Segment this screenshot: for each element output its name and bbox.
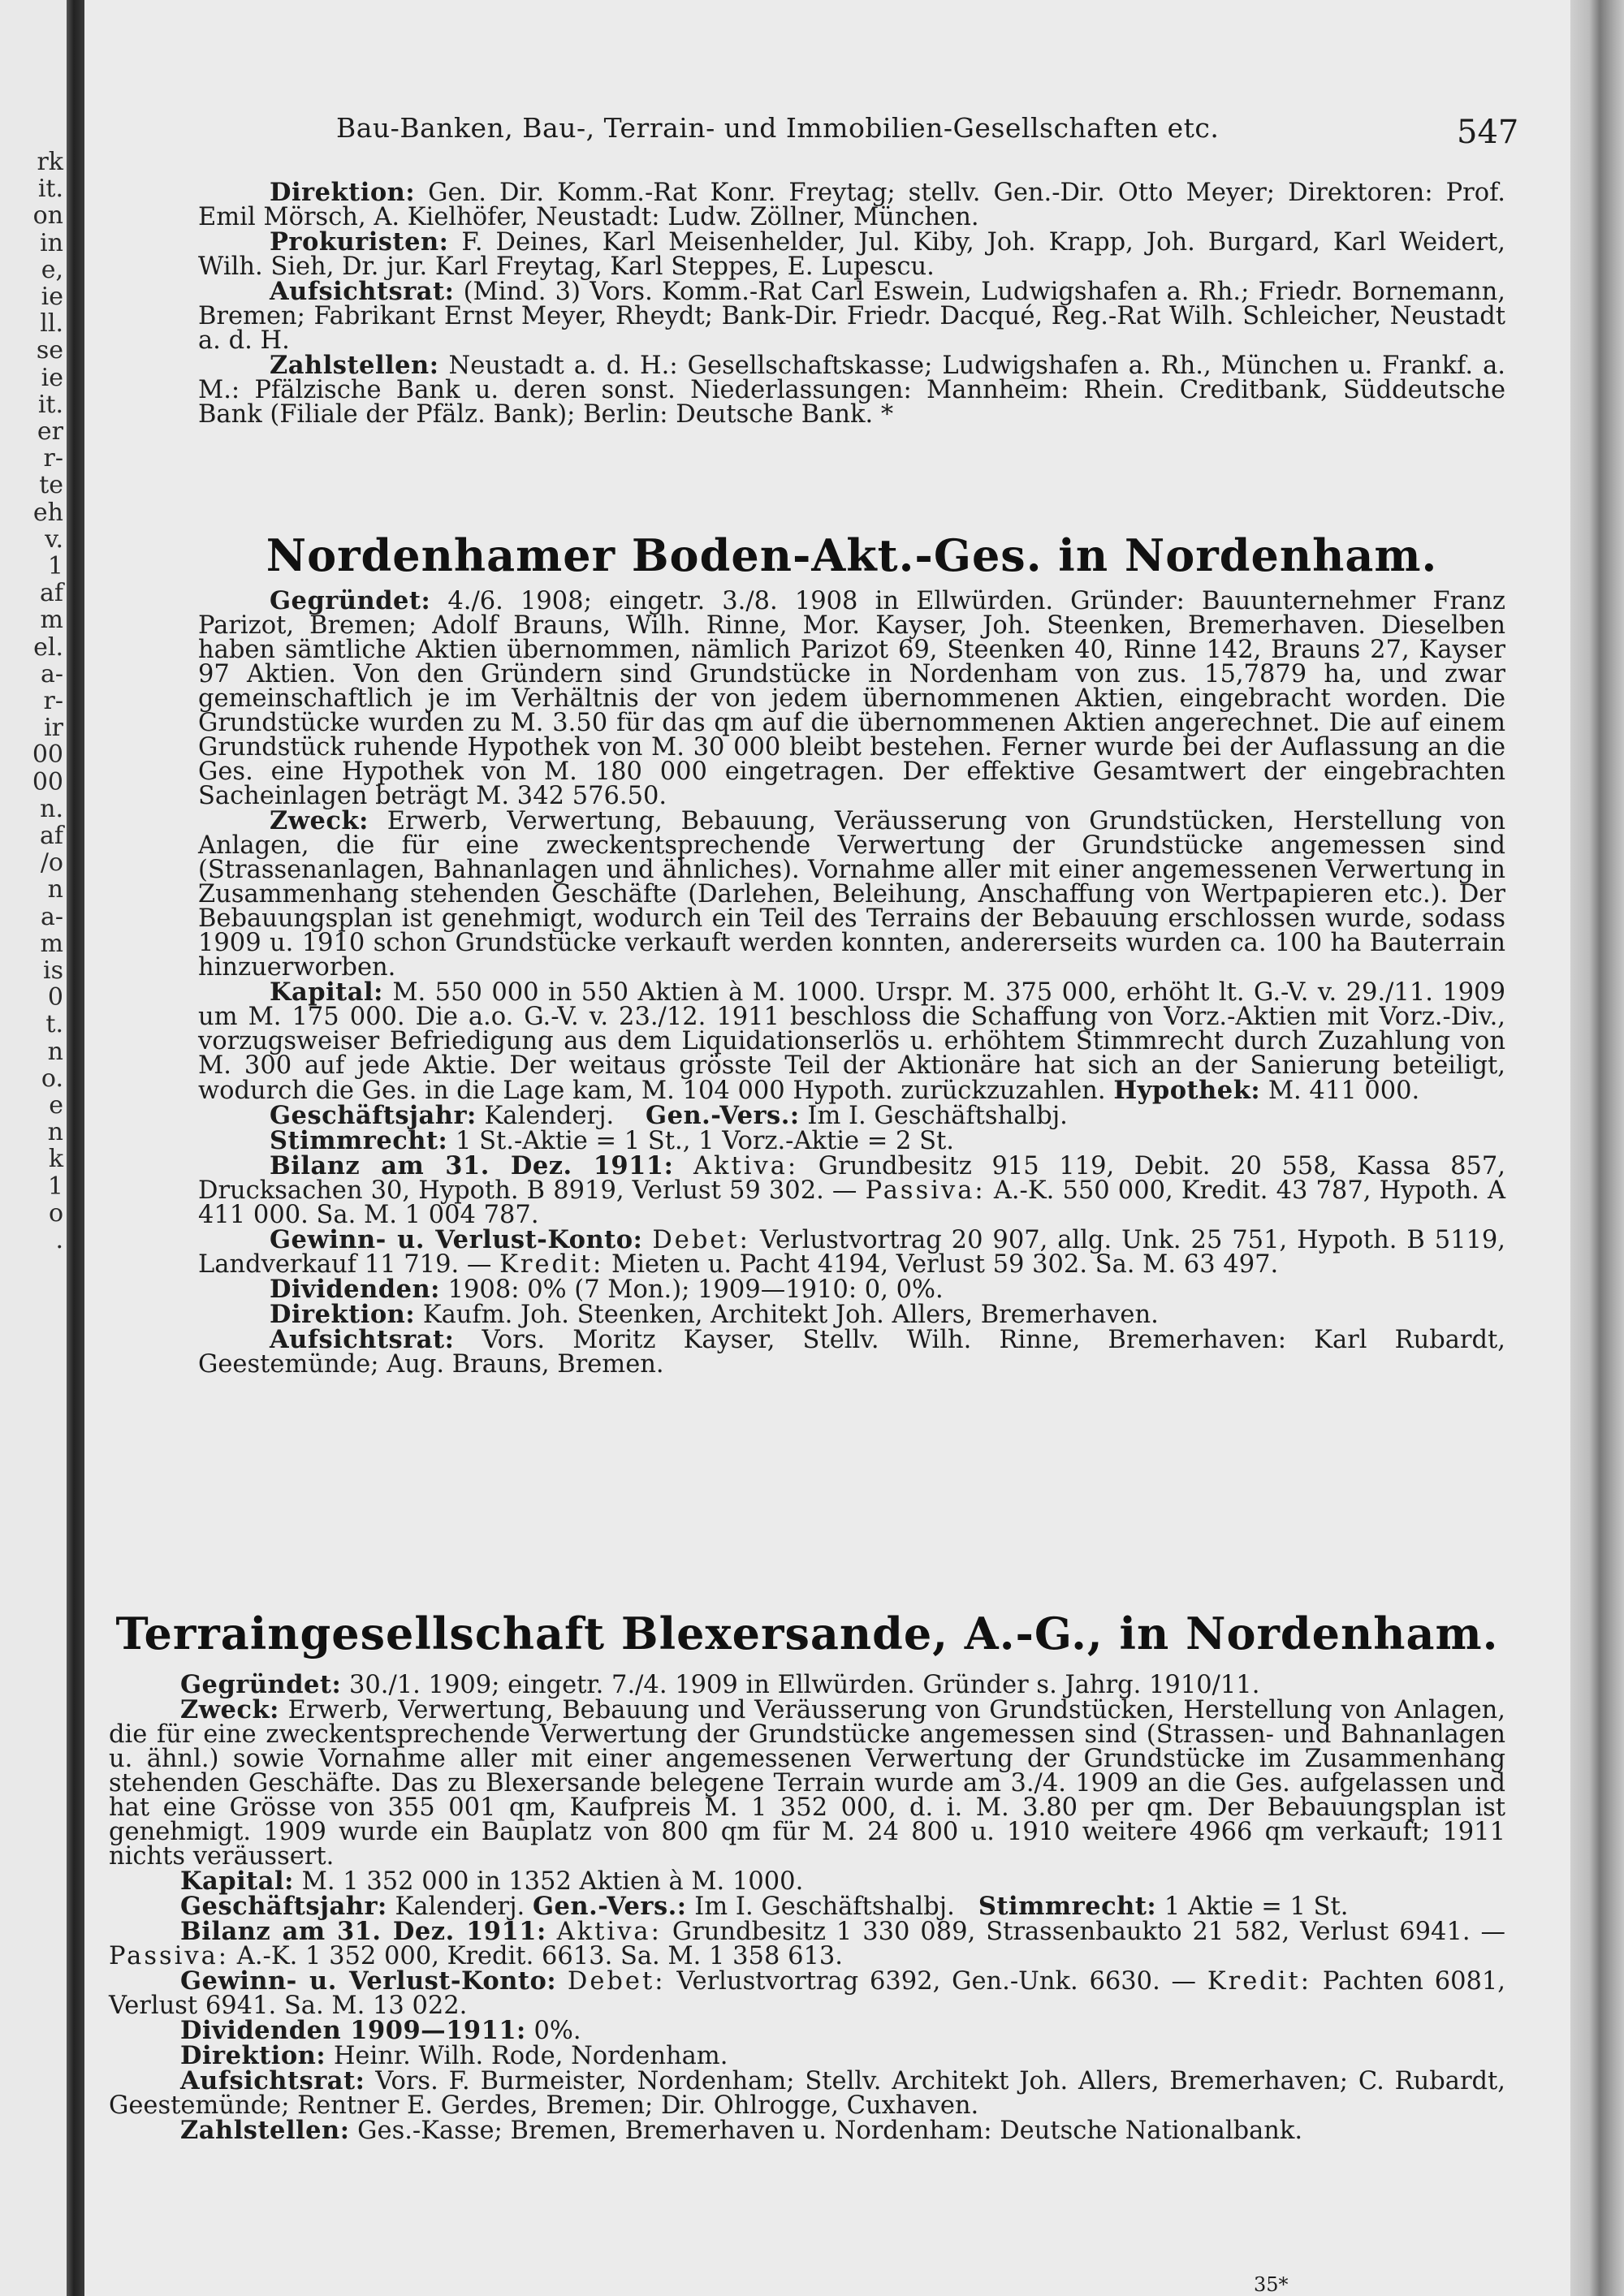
entry1-dividenden [198, 1277, 1505, 1302]
entry2-guv [109, 1966, 1506, 2020]
adjacent-page-fragment: ie [41, 283, 63, 311]
entry1-passiva-word: Passiva: [865, 1176, 986, 1205]
entry1-body [198, 586, 1506, 1379]
book-binding [67, 0, 84, 2296]
adjacent-page-fragment: n [47, 875, 63, 904]
entry1-debet-text: Verlustvortrag 20 907, allg. Unk. 25 751, Hypoth. B 5119, Landverkauf 11 719. — [198, 1226, 1506, 1279]
adjacent-page-fragment: e [49, 1091, 63, 1120]
adjacent-page-fragment: ll. [40, 309, 63, 339]
prev-prokuristen [198, 227, 1505, 281]
entry2-zahlstellen-label: Zahlstellen: [180, 2116, 350, 2145]
entry1-aktiva-word: Aktiva: [693, 1152, 799, 1180]
adjacent-page-fragment: a- [40, 902, 63, 931]
entry2-passiva-text: A.-K. 1 352 000, Kredit. 6613. Sa. M. 1 358 613. [236, 1942, 843, 1970]
adjacent-page-fragment: m [40, 606, 63, 635]
entry2-aufsichtsrat [109, 2066, 1505, 2120]
adjacent-page-fragment: a- [40, 659, 63, 688]
entry2-bilanz [109, 1919, 1505, 1969]
entry2-guv-label: Gewinn- u. Verlust-Konto: [180, 1966, 557, 1996]
book-page [84, 0, 1570, 2296]
entry2-kredit-word: Kredit: [1207, 1967, 1312, 1996]
entry1-kapital-label: Kapital: [270, 978, 383, 1007]
adjacent-page-fragment: o. [41, 1064, 63, 1093]
prev-direktion-text: Gen. Dir. Komm.-Rat Konr. Freytag; stellv. Gen.-Dir. Otto Meyer; Direktoren: Prof. Emil Mörsch, A. Kielhöfer, Neustadt: Ludw. Zöllner, München. [198, 179, 1505, 231]
entry1-dividenden-label: Dividenden: [270, 1275, 440, 1304]
entry1-guv-label: Gewinn- u. Verlust-Konto: [270, 1225, 643, 1254]
adjacent-page-fragment: 1 [47, 552, 63, 580]
entry2-genvers-text: Im I. Geschäftshalbj. [694, 1892, 955, 1921]
entry1-title: Nordenhamer Boden-Akt.-Ges. in Nordenham. [266, 529, 1438, 581]
entry2-geschaeftsjahr [109, 1894, 1505, 1919]
adjacent-page-fragment: r- [43, 444, 63, 473]
entry2-aktiva-word: Aktiva: [556, 1918, 662, 1946]
entry2-gegruendet [109, 1672, 1505, 1698]
entry2-stimmrecht-label: Stimmrecht: [978, 1892, 1157, 1921]
entry2-stimmrecht-text: 1 Aktie = 1 St. [1164, 1892, 1349, 1921]
adjacent-page-fragment: t. [45, 1010, 63, 1039]
prev-zahlstellen-text: Neustadt a. d. H.: Gesellschaftskasse; Ludwigshafen a. Rh., München u. Frankf. a. M.: Pfälzische Bank u. deren sonst. Niederlassungen: Mannheim: Rhein. Creditbank, Süddeutsche Bank (Filiale der Pfälz. Bank); Berlin: Deutsche Bank. * [198, 352, 1505, 429]
entry2-direktion-text: Heinr. Wilh. Rode, Nordenham. [333, 2042, 728, 2070]
entry2-direktion [109, 2041, 1505, 2070]
entry2-zweck [109, 1695, 1505, 1871]
prev-direktion-label: Direktion: [270, 178, 416, 207]
entry1-stimmrecht-label: Stimmrecht: [270, 1126, 448, 1155]
adjacent-page-fragment: n. [40, 794, 63, 823]
entry1-gegruendet-label: Gegründet: [270, 586, 431, 615]
adjacent-page-fragment: te [39, 471, 63, 500]
adjacent-page-fragment: se [36, 336, 63, 365]
adjacent-page-fragment: on [32, 201, 63, 231]
entry1-direktion-label: Direktion: [270, 1300, 416, 1329]
entry1-kapital [198, 980, 1505, 1103]
prev-aufsichtsrat-text: (Mind. 3) Vors. Komm.-Rat Carl Eswein, Ludwigshafen a. Rh.; Friedr. Bornemann, Bremen; Fabrikant Ernst Meyer, Rheydt; Bank-Dir. Friedr. Dacqué, Reg.-Rat Wilh. Schleicher, Neustadt a. d. H. [198, 278, 1505, 355]
entry2-zweck-label: Zweck: [180, 1695, 279, 1724]
entry1-passiva-text: A.-K. 550 000, Kredit. 43 787, Hypoth. A 411 000. Sa. M. 1 004 787. [198, 1176, 1506, 1229]
entry1-genvers-label: Gen.-Vers.: [646, 1101, 800, 1130]
entry2-kapital [109, 1869, 1505, 1894]
entry1-geschaeftsjahr-label: Geschäftsjahr: [270, 1101, 477, 1130]
entry1-kapital-text: M. 550 000 in 550 Aktien à M. 1000. Urspr. M. 375 000, erhöht lt. G.-V. v. 29./11. 1909 um M. 175 000. Die a.o. G.-V. v. 23./12. 1911 beschloss die Schaffung von Vorz.-Aktien mit Vorz.-Div., vorzugsweiser Befriedigung aus dem Liquidationserlös u. erhöhtem Stimmrecht durch Zuzahlung von M. 300 auf jede Aktie. Der weitaus grösste Teil der Aktionäre hat sich an der Sanierung beteiligt, wodurch die Ges. in die Lage kam, M. 104 000 Hypoth. zurückzuzahlen. [198, 978, 1505, 1105]
entry2-kapital-label: Kapital: [180, 1867, 294, 1896]
previous-entry-tail [198, 180, 1505, 427]
entry1-kredit-word: Kredit: [499, 1250, 604, 1279]
entry2-debet-word: Debet: [567, 1967, 666, 1996]
entry1-bilanz [198, 1151, 1506, 1229]
entry2-aufsichtsrat-label: Aufsichtsrat: [180, 2066, 365, 2095]
entry1-zweck-text: Erwerb, Verwertung, Bebauung, Veräusserung von Grundstücken, Herstellung von Anlagen, die für eine zweckentsprechende Verwertung der Grundstücke angemessen sind (Strassenanlagen, Bahnanlagen und ähnliches). Vornahme aller mit einer angemessenen Verwertung in Zusammenhang stehenden Geschäfte (Darlehen, Beleihung, Anschaffung von Wertpapieren etc.). Der Bebauungsplan ist genehmigt, wodurch ein Teil des Terrains der Bebauung erschlossen wurde, sodass 1909 u. 1910 schon Grundstücke verkauft werden konnten, andererseits wurden ca. 100 ha Bauterrain hinzuerworben. [198, 807, 1505, 982]
entry1-dividenden-text: 1908: 0% (7 Mon.); 1909—1910: 0, 0%. [447, 1275, 944, 1304]
adjacent-page-fragment: n [47, 1037, 63, 1066]
adjacent-page-fragment: 1 [47, 1172, 63, 1201]
entry2-debet-text: Verlustvortrag 6392, Gen.-Unk. 6630. — [676, 1967, 1197, 1996]
adjacent-page-fragment: in [40, 228, 63, 257]
entry2-dividenden-text: 0%. [533, 2017, 581, 2045]
prev-aufsichtsrat-label: Aufsichtsrat: [270, 277, 455, 306]
entry2-direktion-label: Direktion: [180, 2041, 326, 2070]
adjacent-page-fragment: k [48, 1145, 63, 1174]
running-header: Bau-Banken, Bau-, Terrain- und Immobilien-Gesellschaften etc. [336, 112, 1220, 144]
adjacent-page-fragment: 00 [32, 740, 63, 770]
entry2-kapital-text: M. 1 352 000 in 1352 Aktien à M. 1000. [301, 1867, 804, 1896]
entry1-direktion-text: Kaufm. Joh. Steenken, Architekt Joh. Allers, Bremerhaven. [422, 1301, 1159, 1329]
signature-mark: 35* [1254, 2273, 1289, 2296]
adjacent-page-fragment: it. [37, 175, 63, 204]
entry2-gegruendet-label: Gegründet: [180, 1670, 342, 1699]
adjacent-page-fragment: ie [41, 363, 63, 392]
adjacent-page-fragment: rk [37, 148, 63, 176]
entry1-zweck [198, 806, 1505, 982]
entry1-geschaeftsjahr [198, 1103, 1505, 1129]
entry2-body [109, 1672, 1505, 2143]
entry1-aufsichtsrat-label: Aufsichtsrat: [270, 1325, 455, 1354]
adjacent-page-fragment: . [55, 1226, 63, 1254]
adjacent-page-fragment: el. [33, 632, 63, 662]
adjacent-page-fragment: n [47, 1118, 63, 1147]
entry1-debet-word: Debet: [652, 1226, 750, 1254]
entry1-stimmrecht-text: 1 St.-Aktie = 1 St., 1 Vorz.-Aktie = 2 St. [456, 1127, 954, 1155]
entry1-guv [198, 1225, 1506, 1279]
entry2-bilanz-label: Bilanz am 31. Dez. 1911: [180, 1917, 546, 1946]
prev-prokuristen-text: F. Deines, Karl Meisenhelder, Jul. Kiby, Joh. Krapp, Joh. Burgard, Karl Weidert, Wilh. Sieh, Dr. jur. Karl Freytag, Karl Steppes, E. Lupescu. [198, 228, 1505, 281]
entry2-geschaeftsjahr-label: Geschäftsjahr: [180, 1892, 387, 1921]
entry2-title: Terraingesellschaft Blexersande, A.-G., in Nordenham. [115, 1608, 1499, 1659]
entry1-direktion [198, 1302, 1505, 1327]
entry1-hypothek-label: Hypothek: [1113, 1076, 1261, 1105]
page-right-edge [1570, 0, 1624, 2296]
entry1-aktiva-text: Grundbesitz 915 119, Debit. 20 558, Kassa 857, Drucksachen 30, Hypoth. B 8919, Verlust 59 302. — [198, 1152, 1505, 1205]
adjacent-page-fragment: is [43, 956, 63, 985]
entry2-geschaeftsjahr-text: Kalenderj. [395, 1892, 525, 1921]
entry1-aufsichtsrat [198, 1327, 1505, 1377]
adjacent-page-fragment: 00 [32, 767, 63, 796]
prev-direktion [198, 180, 1505, 230]
entry2-dividenden-label: Dividenden 1909—1911: [180, 2016, 526, 2045]
entry2-zweck-text: Erwerb, Verwertung, Bebauung und Veräusserung von Grundstücken, Herstellung von Anlagen, die für eine zweckentsprechende Verwertung der Grundstücke angemessen sind (Strassen- und Bahnanlagen u. ähnl.) sowie Vornahme aller mit einer angemessenen Verwertung der Grundstücke im Zusammenhang stehenden Geschäfte. Das zu Blexersande belegene Terrain wurde am 3./4. 1909 an die Ges. aufgelassen und hat eine Grösse von 355 001 qm, Kaufpreis M. 1 352 000, d. i. M. 3.80 per qm. Der Bebauungsplan ist genehmigt. 1909 wurde ein Bauplatz von 800 qm für M. 24 800 u. 1910 weitere 4966 qm verkauft; 1911 nichts veräussert. [109, 1696, 1505, 1871]
adjacent-page-fragment: eh [32, 498, 63, 527]
entry2-aktiva-text: Grundbesitz 1 330 089, Strassenbaukto 21 582, Verlust 6941. — [672, 1918, 1505, 1946]
entry1-zweck-label: Zweck: [270, 806, 369, 835]
entry1-hypothek-text: M. 411 000. [1268, 1077, 1420, 1105]
entry1-aufsichtsrat-text: Vors. Moritz Kayser, Stellv. Wilh. Rinne, Bremerhaven: Karl Rubardt, Geestemünde; Aug. Brauns, Bremen. [198, 1326, 1505, 1379]
adjacent-page-fragment: er [37, 417, 63, 446]
entry2-gegruendet-text: 30./1. 1909; eingetr. 7./4. 1909 in Ellwürden. Gründer s. Jahrg. 1910/11. [348, 1671, 1260, 1699]
prev-aufsichtsrat [198, 279, 1505, 353]
adjacent-page-fragment: e, [41, 255, 63, 284]
entry2-genvers-label: Gen.-Vers.: [532, 1892, 687, 1921]
adjacent-page-fragment: /o [40, 848, 63, 878]
adjacent-page-fragment: v. [45, 524, 63, 554]
adjacent-page-fragment: 0 [47, 983, 63, 1012]
adjacent-page-fragment: o [48, 1198, 63, 1228]
entry2-zahlstellen [109, 2118, 1505, 2143]
prev-zahlstellen [198, 353, 1505, 427]
adjacent-page-fragment: it. [37, 390, 63, 419]
adjacent-page-fragment: m [40, 929, 63, 958]
adjacent-page-fragment: r- [43, 687, 63, 715]
entry2-kredit-text: Pachten 6081, Verlust 6941. Sa. M. 13 022. [109, 1967, 1506, 2020]
entry1-bilanz-label: Bilanz am 31. Dez. 1911: [270, 1151, 674, 1180]
entry1-geschaeftsjahr-text: Kalenderj. [484, 1102, 615, 1130]
page-number: 547 [1457, 114, 1519, 151]
adjacent-page-fragment: af [40, 579, 63, 608]
entry1-genvers-text: Im I. Geschäftshalbj. [807, 1102, 1068, 1130]
prev-zahlstellen-label: Zahlstellen: [270, 351, 439, 380]
entry1-stimmrecht [198, 1126, 1505, 1155]
prev-prokuristen-label: Prokuristen: [270, 227, 449, 257]
entry2-dividenden [109, 2018, 1505, 2044]
entry1-kredit-text: Mieten u. Pacht 4194, Verlust 59 302. Sa. M. 63 497. [611, 1250, 1279, 1279]
adjacent-page-strip [0, 0, 67, 2296]
adjacent-page-fragment: af [40, 822, 63, 850]
entry2-aufsichtsrat-text: Vors. F. Burmeister, Nordenham; Stellv. Architekt Joh. Allers, Bremerhaven; C. Rubardt, Geestemünde; Rentner E. Gerdes, Bremen; Dir. Ohlrogge, Cuxhaven. [109, 2067, 1505, 2120]
adjacent-page-fragment: ir [44, 714, 63, 743]
entry2-zahlstellen-text: Ges.-Kasse; Bremen, Bremerhaven u. Nordenham: Deutsche Nationalbank. [357, 2117, 1303, 2145]
entry2-passiva-word: Passiva: [109, 1942, 230, 1970]
entry1-gegruendet-text: 4./6. 1908; eingetr. 3./8. 1908 in Ellwürden. Gründer: Bauunternehmer Franz Parizot, Bremen; Adolf Brauns, Wilh. Rinne, Mor. Kayser, Joh. Steenken, Bremerhaven. Dieselben haben sämtliche Aktien übernommen, nämlich Parizot 69, Steenken 40, Rinne 142, Brauns 27, Kayser 97 Aktien. Von den Gründern sind Grundstücke in Nordenham von zus. 15,7879 ha, und zwar gemeinschaftlich je im Verhältnis der von jedem übernommenen Aktien, eingebracht worden. Die Grundstücke wurden zu M. 3.50 für das qm auf die übernommenen Aktien angerechnet. Die auf einem Grundstück ruhende Hypothek von M. 30 000 bleibt bestehen. Ferner wurde bei der Auflassung an die Ges. eine Hypothek von M. 180 000 eingetragen. Der effektive Gesamtwert der eingebrachten Sacheinlagen beträgt M. 342 576.50. [198, 587, 1505, 810]
entry1-gegruendet [198, 586, 1505, 810]
